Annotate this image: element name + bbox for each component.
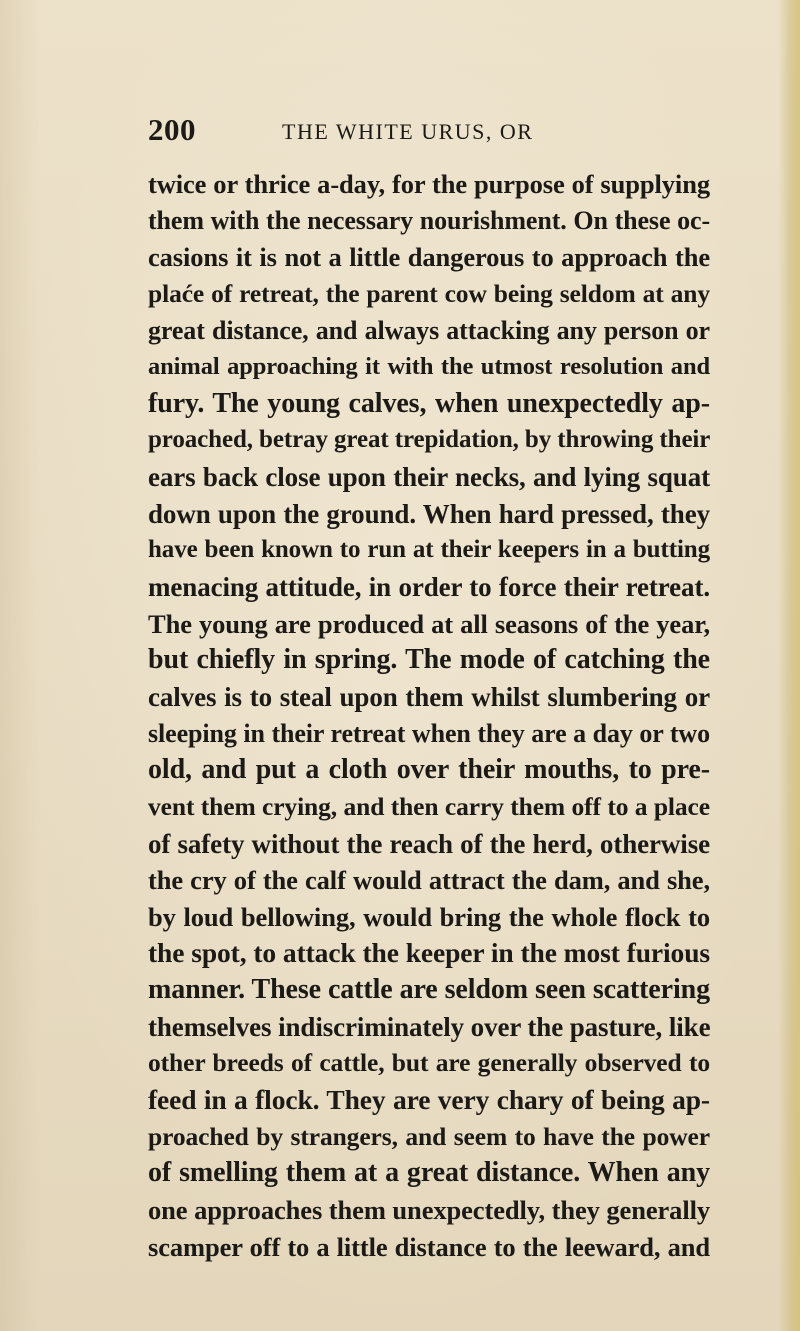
text-line: sleeping in their retreat when they are a day or two [148, 718, 710, 748]
text-line: twice or thrice a-day, for the purpose of supplying [148, 169, 710, 199]
text-line: ears back close upon their necks, and lying squat [148, 462, 710, 493]
text-line: menacing attitude, in order to force their retreat. [148, 572, 710, 603]
text-line: vent them crying, and then carry them off to a place [148, 791, 710, 821]
text-line: feed in a flock. They are very chary of being ap- [148, 1084, 710, 1116]
text-line: one approaches them unexpectedly, they generally [148, 1194, 710, 1225]
text-line: manner. These cattle are seldom seen scattering [148, 974, 710, 1006]
text-line: but chiefly in spring. The mode of catching the [148, 644, 710, 676]
text-line: have been known to run at their keepers in a butting [148, 536, 710, 564]
text-line: proached by strangers, and seem to have the power [148, 1121, 710, 1151]
text-line: plaće of retreat, the parent cow being seldom at any [148, 278, 710, 308]
text-line: proached, betray great trepidation, by throwing their [148, 426, 711, 454]
text-line: scamper off to a little distance to the leeward, and [148, 1231, 710, 1262]
page-gutter-shade [0, 0, 40, 1331]
text-line: casions it is not a little dangerous to approach the [148, 242, 710, 273]
text-line: calves is to steal upon them whilst slumbering or [148, 681, 710, 712]
body-text [148, 166, 710, 1265]
text-line: old, and put a cloth over their mouths, to pre- [148, 754, 710, 786]
text-line: them with the necessary nourishment. On these oc- [148, 205, 710, 235]
text-line: great distance, and always attacking any person or [148, 315, 710, 345]
text-line: the cry of the calf would attract the dam, and she, [148, 865, 710, 896]
text-line: by loud bellowing, would bring the whole flock to [148, 901, 710, 932]
text-line: fury. The young calves, when unexpectedly ap- [148, 387, 710, 419]
text-line: The young are produced at all seasons of the year, [148, 608, 710, 639]
running-head: THE WHITE URUS, OR [282, 119, 534, 144]
page-edge [778, 0, 800, 1331]
text-line: of safety without the reach of the herd, otherwise [148, 828, 710, 859]
text-line: other breeds of cattle, but are generally observed to [148, 1048, 710, 1078]
text-line: themselves indiscriminately over the pasture, like [148, 1011, 711, 1042]
text-line: the spot, to attack the keeper in the most furious [148, 937, 710, 969]
page-header [148, 112, 708, 152]
page-number: 200 [148, 112, 196, 147]
text-line: animal approaching it with the utmost resolution and [148, 353, 710, 381]
text-line: down upon the ground. When hard pressed, they [148, 498, 710, 529]
text-line: of smelling them at a great distance. When any [148, 1157, 710, 1189]
